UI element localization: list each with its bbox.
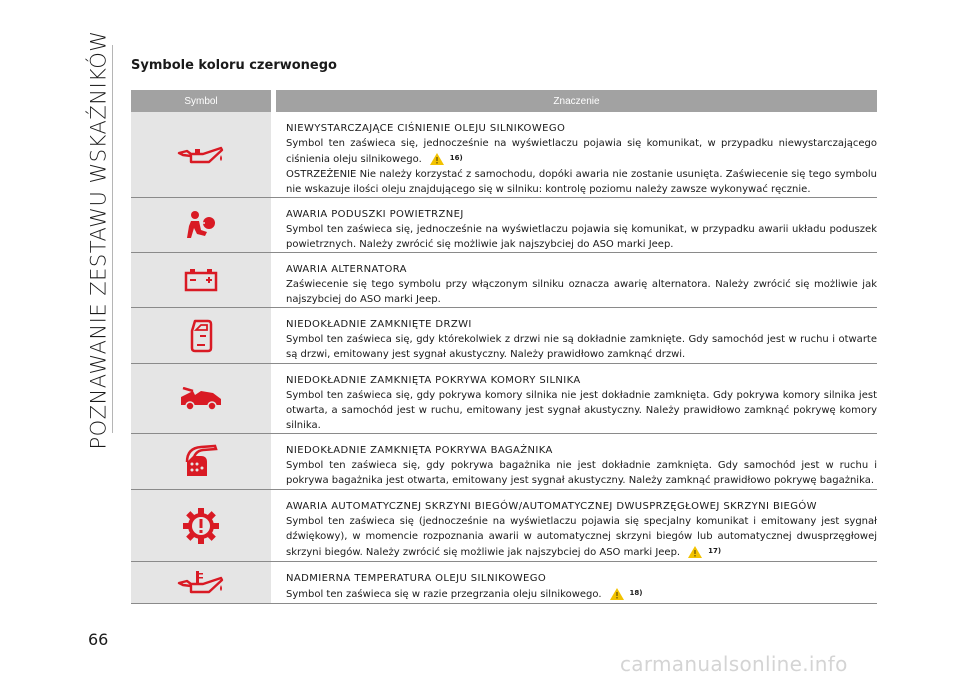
table-row (131, 562, 877, 604)
row-text: Symbol ten zaświeca się, gdy pokrywa komory silnika nie jest dokładnie zamknięta. Gdy pokrywa komory silnika jest otwarta, a samochód jest w ruchu, emitowany jest sygnał akustyczny. Należy prawidłowo zamknąć pokrywę komory silnika. (286, 390, 877, 431)
row-title: NADMIERNA TEMPERATURA OLEJU SILNIKOWEGO (286, 573, 547, 584)
tailgate-open-icon (183, 444, 219, 480)
warning-triangle-icon (430, 153, 444, 165)
hood-open-icon (179, 387, 223, 411)
table-row (131, 253, 877, 308)
row-title: AWARIA AUTOMATYCZNEJ SKRZYNI BIEGÓW/AUTOMATYCZNEJ DWUSPRZĘGŁOWEJ SKRZYNI BIEGÓW (286, 501, 817, 512)
table-row (131, 308, 877, 364)
table-row (131, 490, 877, 562)
row-text: Symbol ten zaświeca się, gdy którekolwiek z drzwi nie są dokładnie zamknięte. Gdy samochód jest w ruchu i otwarte są drzwi, emitowany jest sygnał akustyczny. Należy prawidłowo zamknąć drzwi. (286, 334, 877, 360)
footnote-ref: 16) (449, 154, 463, 162)
header-symbol: Symbol (131, 90, 271, 112)
row-text: Symbol ten zaświeca się, jednocześnie na wyświetlaczu pojawia się komunikat, w przypadku niewystarczającego ciśnienia oleju silnikowego. (286, 138, 877, 165)
row-text: Symbol ten zaświeca się w razie przegrzania oleju silnikowego. (286, 589, 602, 600)
row-text: Symbol ten zaświeca się, gdy pokrywa bagażnika nie jest dokładnie zamknięta. Gdy samochód jest w ruchu i pokrywa bagażnika jest otwarta, emitowany jest sygnał akustyczny. Należy zamknąć prawidłowo pokrywę bagażnika. (286, 460, 877, 486)
table-row (131, 198, 877, 253)
watermark: carmanualsonline.info (620, 652, 848, 676)
row-title: NIEWYSTARCZAJĄCE CIŚNIENIE OLEJU SILNIKOWEGO (286, 123, 566, 134)
row-warning-text: OSTRZEŻENIE Nie należy korzystać z samochodu, dopóki awaria nie zostanie usunięta. Zaświecenie się tego symbolu nie wskazuje ilości oleju znajdującego się w silniku: kontrolę poziomu należy zawsze wykonywać ręcznie. (286, 169, 877, 195)
table-row (131, 364, 877, 434)
oil-temperature-icon (177, 570, 225, 596)
page-number: 66 (88, 630, 109, 649)
warning-triangle-icon (610, 588, 624, 600)
row-title: NIEDOKŁADNIE ZAMKNIĘTA POKRYWA KOMORY SILNIKA (286, 375, 581, 386)
footnote-ref: 18) (629, 589, 643, 597)
side-chapter-title-text: POZNAWANIE ZESTAWU WSKAŹNIKÓW (87, 30, 112, 450)
table-row (131, 434, 877, 490)
table-row (131, 112, 877, 198)
symbols-table (131, 90, 877, 604)
row-title: NIEDOKŁADNIE ZAMKNIĘTE DRZWI (286, 319, 472, 330)
row-title: AWARIA PODUSZKI POWIETRZNEJ (286, 209, 464, 220)
footnote-ref: 17) (708, 547, 722, 555)
side-chapter-title (87, 30, 112, 450)
side-divider (112, 45, 113, 433)
table-header (131, 90, 877, 112)
transmission-gear-warning-icon (182, 507, 220, 545)
airbag-icon (185, 210, 217, 240)
row-text: Symbol ten zaświeca się, jednocześnie na wyświetlaczu pojawia się komunikat, w przypadku awarii układu poduszek powietrznych. Należy zwrócić się możliwie jak najszybciej do ASO marki Jeep. (286, 224, 877, 250)
row-title: AWARIA ALTERNATORA (286, 264, 407, 275)
oil-can-icon (177, 144, 225, 166)
row-text: Zaświecenie się tego symbolu przy włączonym silniku oznacza awarię alternatora. Należy zwrócić się możliwie jak najszybciej do ASO marki Jeep. (286, 279, 877, 305)
battery-icon (184, 268, 218, 292)
warning-triangle-icon (688, 546, 702, 558)
row-text: Symbol ten zaświeca się (jednocześnie na wyświetlaczu pojawia się specjalny komunikat i emitowany jest sygnał dźwiękowy), w momencie rozpoznania awarii w automatycznej skrzyni biegów lub automatycznej dwusprzęgłowej skrzyni biegów. Należy zwrócić się możliwie jak najszybciej do ASO marki Jeep. (286, 516, 877, 558)
header-meaning: Znaczenie (276, 90, 877, 112)
door-open-icon (188, 319, 214, 353)
section-heading: Symbole koloru czerwonego (131, 58, 337, 73)
row-title: NIEDOKŁADNIE ZAMKNIĘTA POKRYWA BAGAŻNIKA (286, 445, 553, 456)
